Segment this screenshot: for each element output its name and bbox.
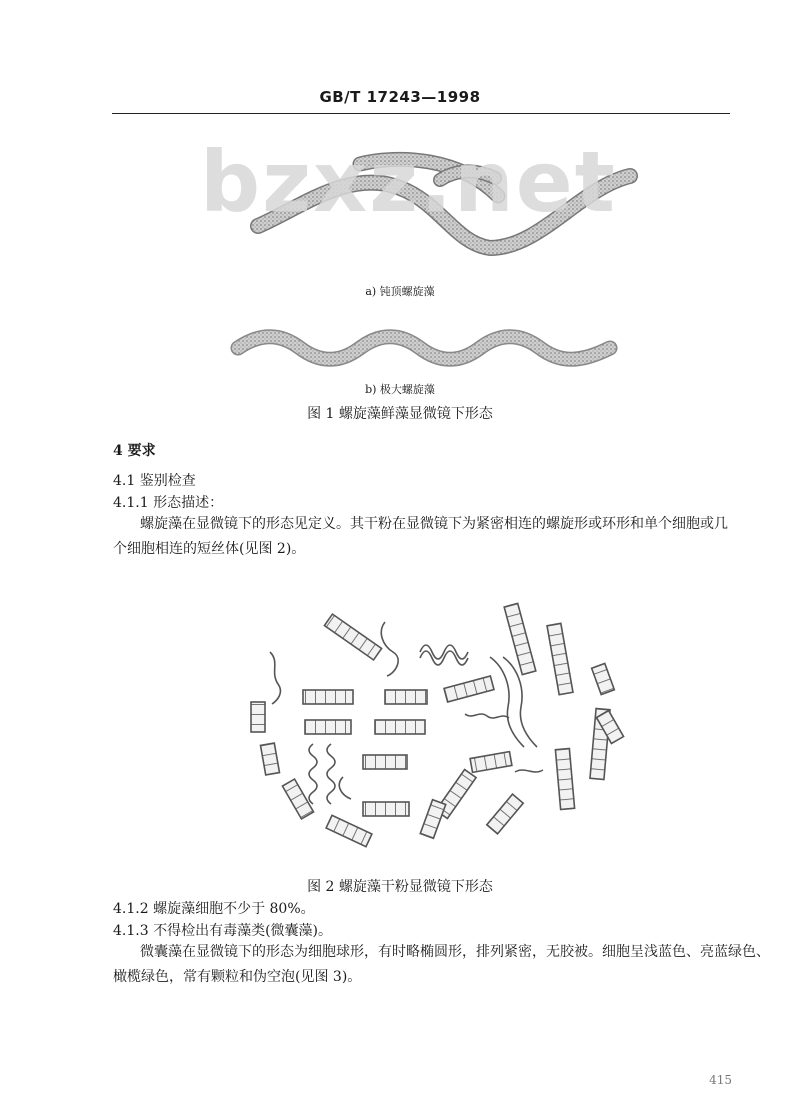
page-number: 415	[709, 1073, 732, 1087]
figure1-title: 图 1 螺旋藻鲜藻显微镜下形态	[307, 406, 493, 422]
standard-header: GB/T 17243—1998	[319, 88, 481, 106]
section-4-1-title: 4.1 鉴别检查	[113, 473, 196, 489]
figure2-title: 图 2 螺旋藻干粉显微镜下形态	[307, 879, 493, 895]
figure2-image	[235, 612, 630, 857]
section-4-1-1-body-line1: 螺旋藻在显微镜下的形态见定义。其干粉在显微镜下为紧密相连的螺旋形或环形和单个细胞或几	[140, 516, 728, 532]
figure1b-caption: b) 极大螺旋藻	[365, 383, 435, 396]
section-4-1-1-body-line2: 个细胞相连的短丝体(见图 2)。	[113, 541, 306, 557]
figure1a-image	[240, 148, 660, 268]
section-4-1-1-title: 4.1.1 形态描述：	[113, 495, 224, 511]
section-4-1-3-body-line1: 微囊藻在显微镜下的形态为细胞球形，有时略椭圆形，排列紧密，无胶被。细胞呈浅蓝色、亮蓝绿色、	[140, 944, 770, 960]
section-4-1-3-title: 4.1.3 不得检出有毒藻类(微囊藻)。	[113, 923, 332, 939]
figure1a-caption: a) 钝顶螺旋藻	[365, 285, 435, 298]
figure1b-image	[230, 318, 620, 378]
section-4-title: 4 要求	[113, 443, 156, 459]
header-rule	[112, 113, 730, 114]
watermark: bzxz.net	[200, 133, 617, 231]
section-4-1-2: 4.1.2 螺旋藻细胞不少于 80%。	[113, 901, 315, 917]
section-4-1-3-body-line2: 橄榄绿色，常有颗粒和伪空泡(见图 3)。	[113, 969, 362, 985]
